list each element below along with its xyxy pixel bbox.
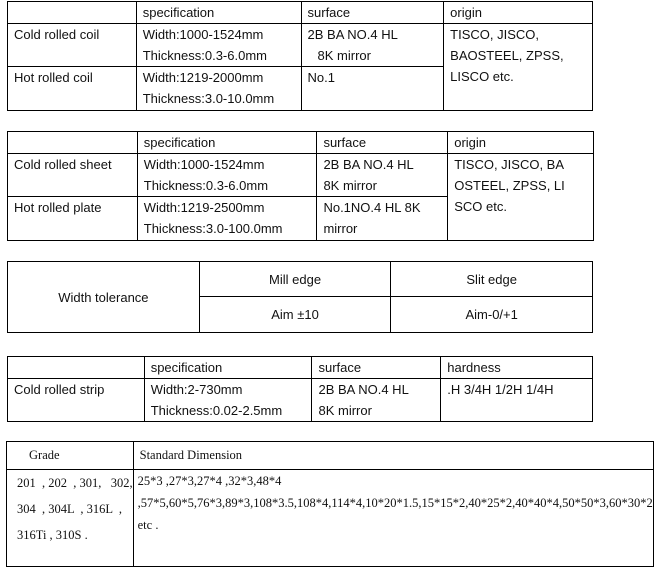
product-name: Cold rolled strip bbox=[8, 379, 145, 422]
spec-thickness: Thickness:0.3-6.0mm bbox=[143, 178, 269, 193]
origin-line: OSTEEL, ZPSS, LI bbox=[454, 178, 565, 193]
header-specification: specification bbox=[137, 132, 317, 154]
strip-spec-table bbox=[7, 356, 593, 422]
product-name: Hot rolled coil bbox=[8, 67, 137, 111]
header-hardness: hardness bbox=[441, 357, 593, 379]
width-tolerance-table bbox=[7, 261, 593, 333]
spec-width: Width:2-730mm bbox=[150, 382, 243, 397]
specification-cell bbox=[136, 67, 301, 111]
surface-cell bbox=[301, 67, 444, 111]
spec-width: Width:1219-2000mm bbox=[142, 70, 264, 85]
product-name: Hot rolled plate bbox=[8, 197, 138, 241]
table-header-row bbox=[7, 442, 654, 470]
header-cell bbox=[8, 2, 137, 24]
surface-line: 2B BA NO.4 HL bbox=[307, 27, 398, 42]
table-header-row bbox=[8, 357, 593, 379]
specification-cell bbox=[144, 379, 312, 422]
grade-dimension-table bbox=[6, 441, 654, 567]
surface-line: No.1NO.4 HL 8K bbox=[323, 200, 421, 215]
specification-cell bbox=[136, 24, 301, 67]
surface-cell bbox=[312, 379, 441, 422]
specification-cell bbox=[137, 154, 317, 197]
origin-line: TISCO, JISCO, BA bbox=[454, 157, 565, 172]
header-surface: surface bbox=[312, 357, 441, 379]
header-origin: origin bbox=[448, 132, 594, 154]
grade-line: 316Ti , 310S . bbox=[17, 528, 88, 542]
dimensions-cell: 25*3 ,27*3,27*4 ,32*3,48*4 ,57*5,60*5,76*3,89*3,108*3.5,108*4,114*4,10*20*1.5,15*15*2,40*25*2,40*40*4,50*50*3,60*30*2 etc . bbox=[133, 470, 653, 567]
surface-cell bbox=[301, 24, 444, 67]
surface-line: 2B BA NO.4 HL bbox=[318, 382, 409, 397]
slit-edge-header: Slit edge bbox=[391, 262, 593, 297]
origin-cell bbox=[448, 154, 594, 241]
sheet-plate-spec-table bbox=[7, 131, 594, 241]
header-origin: origin bbox=[444, 2, 593, 24]
origin-line: BAOSTEEL, ZPSS, bbox=[450, 48, 564, 63]
spec-width: Width:1000-1524mm bbox=[142, 27, 264, 42]
table-header-row bbox=[8, 2, 593, 24]
header-surface: surface bbox=[317, 132, 448, 154]
header-cell bbox=[8, 357, 145, 379]
product-name: Cold rolled sheet bbox=[8, 154, 138, 197]
surface-line: 8K mirror bbox=[323, 178, 377, 193]
spec-thickness: Thickness:3.0-10.0mm bbox=[142, 91, 275, 106]
header-cell bbox=[8, 132, 138, 154]
table-row bbox=[7, 470, 654, 567]
grade-line: 304 , 304L , 316L , bbox=[17, 502, 122, 516]
spec-thickness: Thickness:3.0-100.0mm bbox=[143, 221, 283, 236]
hardness-cell: .H 3/4H 1/2H 1/4H bbox=[441, 379, 593, 422]
mill-edge-value: Aim ±10 bbox=[199, 297, 391, 333]
table-row bbox=[8, 154, 594, 197]
product-name: Cold rolled coil bbox=[8, 24, 137, 67]
spec-width: Width:1219-2500mm bbox=[143, 200, 265, 215]
mill-edge-header: Mill edge bbox=[199, 262, 391, 297]
origin-line: SCO etc. bbox=[454, 199, 507, 214]
table-header-row bbox=[8, 132, 594, 154]
surface-line: No.1 bbox=[307, 70, 335, 85]
table-row bbox=[8, 262, 593, 297]
origin-line: TISCO, JISCO, bbox=[450, 27, 540, 42]
header-surface: surface bbox=[301, 2, 444, 24]
origin-line: LISCO etc. bbox=[450, 69, 514, 84]
specification-cell bbox=[137, 197, 317, 241]
header-specification: specification bbox=[144, 357, 312, 379]
grade-line: 201 , 202 , 301, 302, bbox=[17, 476, 133, 490]
spec-thickness: Thickness:0.02-2.5mm bbox=[150, 403, 283, 418]
coil-spec-table bbox=[7, 1, 593, 111]
table-row bbox=[8, 24, 593, 67]
header-specification: specification bbox=[136, 2, 301, 24]
origin-cell bbox=[444, 24, 593, 111]
surface-line: 8K mirror bbox=[318, 403, 372, 418]
dimension-header: Standard Dimension bbox=[133, 442, 653, 470]
surface-line: 8K mirror bbox=[317, 48, 371, 63]
grades-cell bbox=[7, 470, 134, 567]
spec-width: Width:1000-1524mm bbox=[143, 157, 265, 172]
surface-line: 2B BA NO.4 HL bbox=[323, 157, 414, 172]
slit-edge-value: Aim-0/+1 bbox=[391, 297, 593, 333]
grade-header: Grade bbox=[7, 442, 134, 470]
table-row bbox=[8, 379, 593, 422]
spec-thickness: Thickness:0.3-6.0mm bbox=[142, 48, 267, 63]
surface-cell bbox=[317, 154, 448, 197]
width-tolerance-label: Width tolerance bbox=[8, 262, 200, 333]
surface-line: mirror bbox=[323, 221, 358, 236]
surface-cell bbox=[317, 197, 448, 241]
